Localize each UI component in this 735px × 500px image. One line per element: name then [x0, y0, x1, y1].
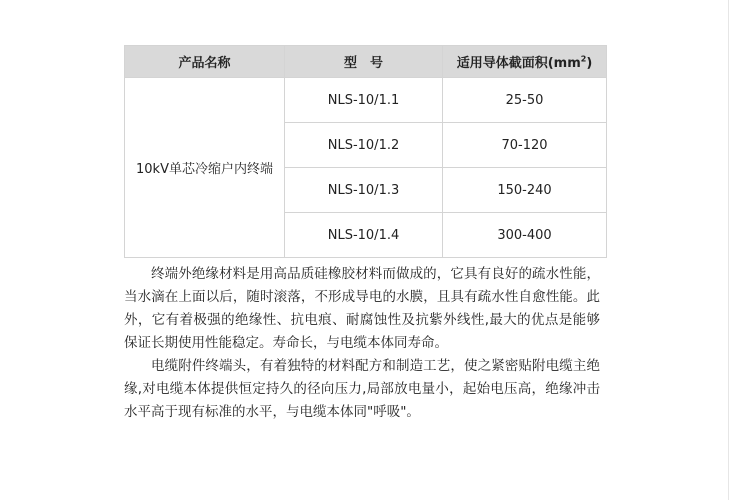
- range-cell: 25-50: [443, 78, 607, 123]
- description-paragraph-1: 终端外绝缘材料是用高品质硅橡胶材料而做成的，它具有良好的疏水性能，当水滴在上面以后，随时滚落，不形成导电的水膜，且具有疏水性自愈性能。此外，它有着极强的绝缘性、抗电痕、耐腐蚀性及抗紫外线性,最大的优点是能够保证长期使用性能稳定。寿命长，与电缆本体同寿命。: [124, 266, 600, 351]
- header-section-area-prefix: 适用导体截面积(mm: [456, 56, 581, 71]
- model-cell: NLS-10/1.1: [285, 78, 443, 123]
- model-cell: NLS-10/1.4: [285, 213, 443, 258]
- description-block: [124, 263, 600, 424]
- range-cell: 300-400: [443, 213, 607, 258]
- header-product-name: 产品名称: [125, 46, 285, 78]
- header-model: 型 号: [285, 46, 443, 78]
- header-section-area-suffix: ): [586, 56, 593, 71]
- range-cell: 70-120: [443, 123, 607, 168]
- model-cell: NLS-10/1.2: [285, 123, 443, 168]
- spec-table: [124, 45, 607, 258]
- product-name-cell: 10kV单芯冷缩户内终端: [125, 78, 285, 258]
- description-paragraph-2: 电缆附件终端头，有着独特的材料配方和制造工艺，使之紧密贴附电缆主绝缘,对电缆本体提供恒定持久的径向压力,局部放电量小，起始电压高，绝缘冲击水平高于现有标准的水平，与电缆本体同"呼吸"。: [124, 358, 600, 420]
- header-section-area: [443, 46, 607, 78]
- header-section-area-sup: 2: [580, 54, 587, 64]
- page-edge-divider: [728, 0, 729, 500]
- table-row: [125, 78, 607, 123]
- table-header-row: [125, 46, 607, 78]
- range-cell: 150-240: [443, 168, 607, 213]
- model-cell: NLS-10/1.3: [285, 168, 443, 213]
